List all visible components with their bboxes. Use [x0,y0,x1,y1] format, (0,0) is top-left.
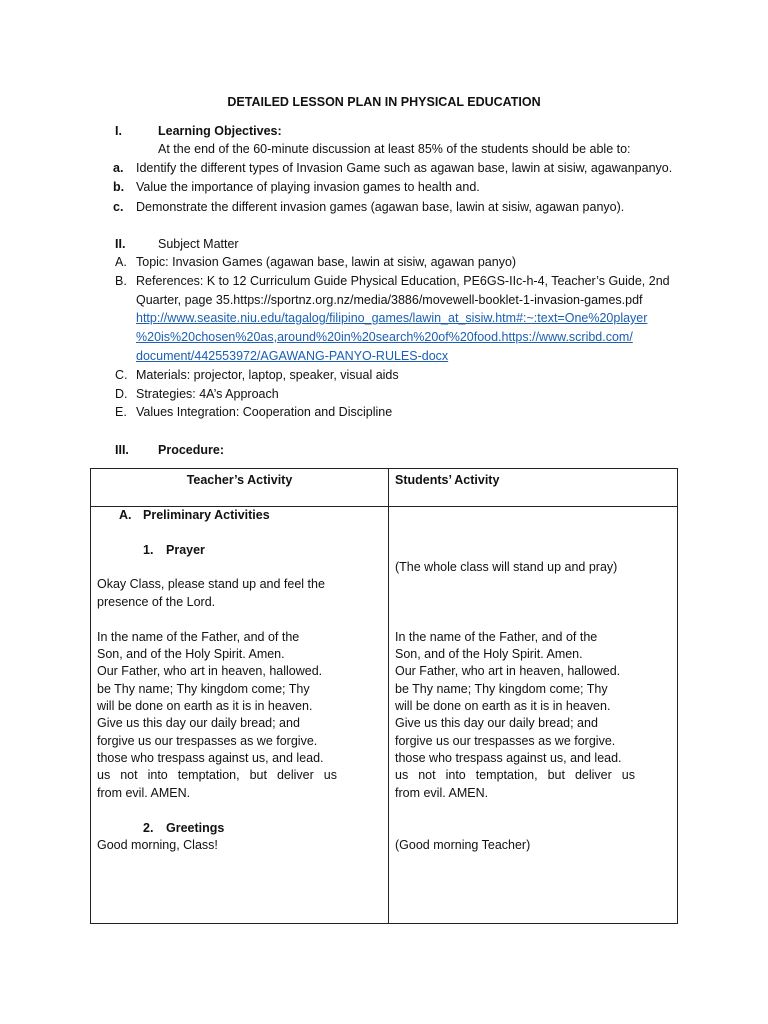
teacher-prayer-line: us not into temptation, but deliver us [97,768,337,782]
teacher-prayer-line: will be done on earth as it is in heaven. [97,699,313,713]
section-numeral-subject: II. [115,237,126,251]
reference-link[interactable]: http://www.seasite.niu.edu/tagalog/filipino_games/lawin_at_sisiw.htm#:~:text=One%20player [136,311,648,325]
table-header-divider [91,506,677,507]
subject-topic: Topic: Invasion Games (agawan base, lawin at sisiw, agawan panyo) [136,255,517,269]
references-line: References: K to 12 Curriculum Guide Physical Education, PE6GS-IIc-h-4, Teacher’s Guide, 2nd [136,274,670,288]
subject-matter-heading: Subject Matter [158,237,239,251]
procedure-table [90,468,678,924]
preliminary-marker: A. [119,508,132,522]
teacher-prayer-intro: presence of the Lord. [97,595,216,609]
page-title: DETAILED LESSON PLAN IN PHYSICAL EDUCATION [227,95,541,109]
teacher-prayer-line: those who trespass against us, and lead. [97,751,324,765]
student-prayer-line: from evil. AMEN. [395,786,489,800]
prayer-heading: Prayer [166,543,205,557]
student-prayer-line: us not into temptation, but deliver us [395,768,635,782]
prayer-marker: 1. [143,543,154,557]
student-greeting: (Good morning Teacher) [395,838,531,852]
greetings-marker: 2. [143,821,154,835]
objective-marker: b. [113,180,125,194]
objective-item: Identify the different types of Invasion Game such as agawan base, lawin at sisiw, agawanpanyo. [136,161,673,175]
preliminary-heading: Preliminary Activities [143,508,270,522]
student-prayer-line: Son, and of the Holy Spirit. Amen. [395,647,583,661]
teacher-prayer-line: Son, and of the Holy Spirit. Amen. [97,647,285,661]
teacher-prayer-intro: Okay Class, please stand up and feel the [97,577,325,591]
teacher-prayer-line: Our Father, who art in heaven, hallowed. [97,664,323,678]
teacher-greeting: Good morning, Class! [97,838,218,852]
subject-marker: D. [115,387,128,401]
teacher-activity-header: Teacher’s Activity [186,473,293,487]
subject-marker: C. [115,368,128,382]
teacher-prayer-line: be Thy name; Thy kingdom come; Thy [97,682,310,696]
teacher-prayer-line: In the name of the Father, and of the [97,630,300,644]
student-prayer-line: Give us this day our daily bread; and [395,716,598,730]
students-activity-header: Students’ Activity [395,473,500,487]
subject-marker: E. [115,405,127,419]
greetings-heading: Greetings [166,821,225,835]
reference-link[interactable]: %20is%20chosen%20as,around%20in%20search%20of%20food.https://www.scribd.com/ [136,330,633,344]
section-numeral-objectives: I. [115,124,122,138]
objective-marker: c. [113,200,124,214]
references-line: Quarter, page 35.https://sportnz.org.nz/media/3886/movewell-booklet-1-invasion-games.pdf [136,293,643,307]
student-prayer-line: Our Father, who art in heaven, hallowed. [395,664,621,678]
student-prayer-line: In the name of the Father, and of the [395,630,598,644]
teacher-prayer-line: Give us this day our daily bread; and [97,716,300,730]
subject-values: Values Integration: Cooperation and Discipline [136,405,393,419]
objective-marker: a. [113,161,124,175]
student-prayer-line: will be done on earth as it is in heaven. [395,699,611,713]
procedure-heading: Procedure: [158,443,224,457]
teacher-prayer-line: from evil. AMEN. [97,786,191,800]
table-column-divider [388,469,389,923]
student-prayer-line: be Thy name; Thy kingdom come; Thy [395,682,608,696]
subject-materials: Materials: projector, laptop, speaker, visual aids [136,368,399,382]
section-numeral-procedure: III. [115,443,129,457]
reference-link[interactable]: document/442553972/AGAWANG-PANYO-RULES-docx [136,349,449,363]
objectives-heading: Learning Objectives: [158,124,282,138]
student-prayer-intro: (The whole class will stand up and pray) [395,560,618,574]
objectives-intro: At the end of the 60-minute discussion at least 85% of the students should be able to: [158,142,631,156]
student-prayer-line: those who trespass against us, and lead. [395,751,622,765]
objective-item: Value the importance of playing invasion games to health and. [136,180,480,194]
subject-marker: B. [115,274,127,288]
subject-marker: A. [115,255,127,269]
teacher-prayer-line: forgive us our trespasses as we forgive. [97,734,318,748]
subject-strategies: Strategies: 4A’s Approach [136,387,279,401]
objective-item: Demonstrate the different invasion games (agawan base, lawin at sisiw, agawan panyo). [136,200,625,214]
student-prayer-line: forgive us our trespasses as we forgive. [395,734,616,748]
